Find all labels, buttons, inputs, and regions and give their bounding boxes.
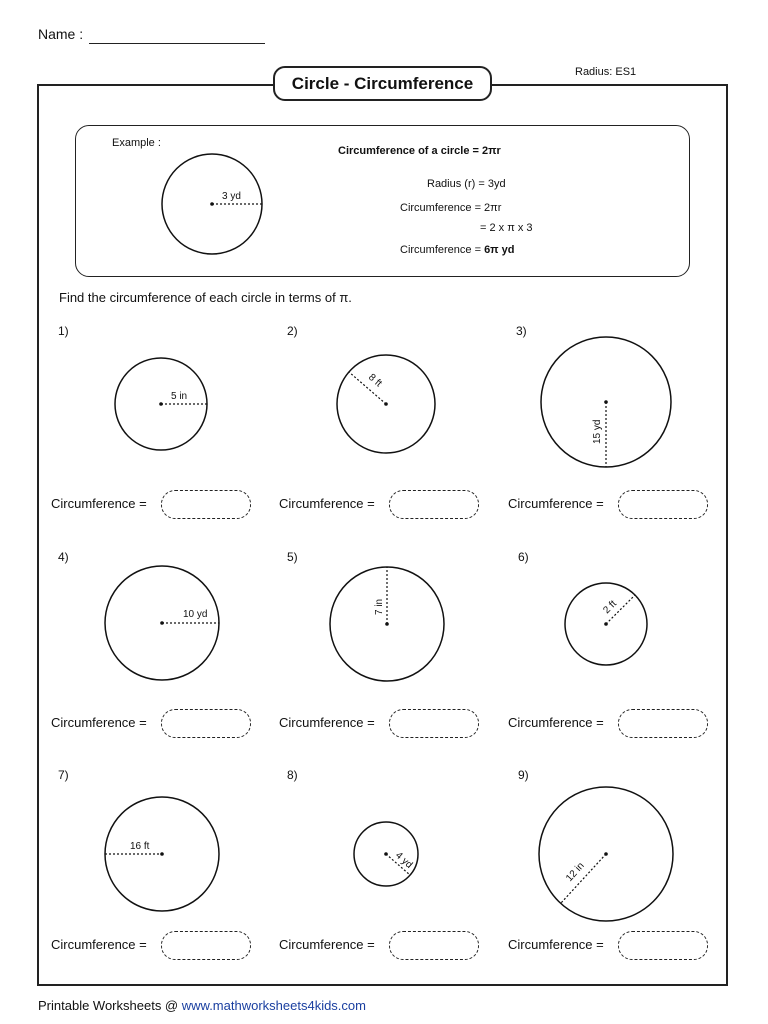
radius-label-7: 16 ft: [130, 841, 150, 852]
problem-number-4: 4): [58, 550, 69, 564]
example-label: Example :: [112, 137, 161, 149]
example-line-2: Circumference = 2πr: [400, 202, 502, 214]
radius-label-4: 10 yd: [183, 609, 208, 620]
name-label: Name :: [38, 26, 84, 42]
answer-label-9: Circumference =: [508, 937, 604, 952]
answer-field-1[interactable]: [161, 490, 251, 519]
answer-label-5: Circumference =: [279, 715, 375, 730]
circle-3: [541, 337, 671, 467]
footer-prefix: Printable Worksheets @: [38, 998, 182, 1013]
circle-2: [337, 355, 435, 453]
radius-label: Radius: ES1: [575, 66, 637, 78]
radius-label-1: 5 in: [171, 391, 188, 402]
answer-label-7: Circumference =: [51, 937, 147, 952]
answer-field-3[interactable]: [618, 490, 708, 519]
answer-label-2: Circumference =: [279, 496, 375, 511]
answer-label-1: Circumference =: [51, 496, 147, 511]
example-answer: 6π yd: [484, 244, 515, 256]
circle-8: [354, 822, 418, 886]
problem-number-3: 3): [516, 324, 527, 338]
example-line-4-prefix: Circumference =: [400, 244, 485, 256]
problem-number-9: 9): [518, 768, 529, 782]
example-radius-text: 3 yd: [222, 191, 241, 202]
answer-field-2[interactable]: [389, 490, 479, 519]
circle-6: [565, 583, 647, 665]
circle-4: [105, 566, 219, 680]
answer-field-8[interactable]: [389, 931, 479, 960]
problem-number-5: 5): [287, 550, 298, 564]
radius-label-2: 8 ft: [366, 371, 384, 390]
example-line-3: = 2 x π x 3: [480, 222, 533, 234]
answer-field-4[interactable]: [161, 709, 251, 738]
problem-number-8: 8): [287, 768, 298, 782]
formula-heading: Circumference of a circle = 2πr: [338, 145, 501, 157]
radius-label-3: 15 yd: [592, 419, 603, 444]
radius-label-5: 7 in: [374, 598, 385, 615]
problem-number-6: 6): [518, 550, 529, 564]
radius-label-9: 12 in: [564, 860, 587, 885]
circle-5: [330, 567, 444, 681]
page-title: Circle - Circumference: [273, 66, 492, 101]
answer-field-5[interactable]: [389, 709, 479, 738]
answer-label-4: Circumference =: [51, 715, 147, 730]
answer-label-8: Circumference =: [279, 937, 375, 952]
radius-label-8: 4 yd: [392, 850, 415, 871]
footer: [38, 998, 366, 1013]
circle-1: [115, 358, 207, 450]
answer-label-6: Circumference =: [508, 715, 604, 730]
problem-number-7: 7): [58, 768, 69, 782]
circle-7: [105, 797, 219, 911]
footer-link[interactable]: www.mathworksheets4kids.com: [181, 998, 366, 1013]
problem-number-2: 2): [287, 324, 298, 338]
answer-field-9[interactable]: [618, 931, 708, 960]
answer-field-7[interactable]: [161, 931, 251, 960]
circle-9: [539, 787, 673, 921]
answer-field-6[interactable]: [618, 709, 708, 738]
instruction: Find the circumference of each circle in terms of π.: [59, 290, 352, 305]
problem-number-1: 1): [58, 324, 69, 338]
example-line-1: Radius (r) = 3yd: [427, 178, 506, 190]
radius-label-6: 2 ft: [601, 598, 619, 617]
answer-label-3: Circumference =: [508, 496, 604, 511]
example-circle: [162, 154, 262, 254]
